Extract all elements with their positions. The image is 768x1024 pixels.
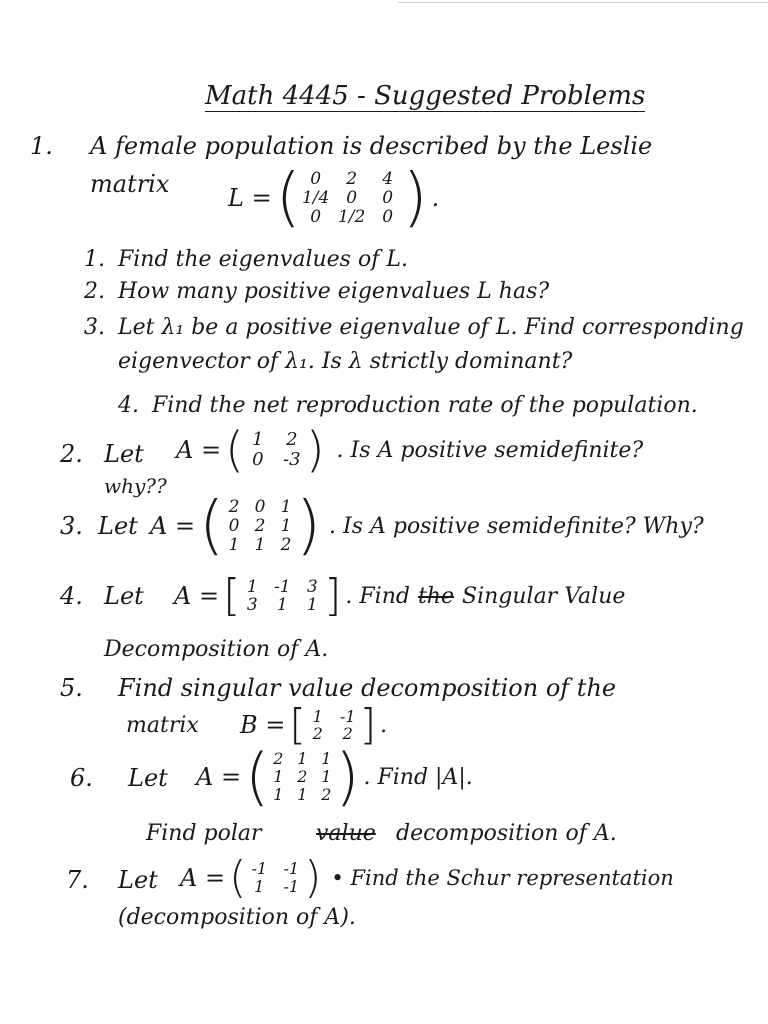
matrix-entry: 0 xyxy=(346,187,358,208)
problem-2-lead: Let xyxy=(104,440,144,468)
leslie-matrix-entries xyxy=(301,170,403,227)
matrix-entry: 2 xyxy=(342,724,353,743)
problem-5-text: Find singular value decomposition of the xyxy=(118,674,617,702)
problem-6-line-2-a: Find polar xyxy=(146,821,262,846)
matrix-entry: 0 xyxy=(252,449,264,470)
problem-6-matrix xyxy=(196,740,473,813)
problem-7-schur: • Find the Schur representation xyxy=(331,866,674,890)
problem-7-matrix-entries xyxy=(246,860,304,896)
problem-5-number: 5. xyxy=(60,674,83,702)
problem-4-line-2: Decomposition of A. xyxy=(104,637,329,662)
problem-6-matrix-entries xyxy=(269,750,335,804)
matrix-entry: -1 xyxy=(273,577,291,597)
problem-4-number: 4. xyxy=(60,582,83,610)
right-paren: ) xyxy=(296,489,322,563)
problem-5-matrix-label: B = xyxy=(240,711,286,739)
problem-7-lead: Let xyxy=(118,866,158,894)
matrix-entry: 1 xyxy=(273,767,284,786)
matrix-entry: 1/4 xyxy=(301,187,330,208)
leslie-matrix-period: . xyxy=(431,184,440,212)
problem-1-part-4-number: 4. xyxy=(118,393,139,418)
matrix-entry: 1 xyxy=(280,515,292,536)
matrix-entry: 0 xyxy=(254,496,266,517)
page-title: Math 4445 - Suggested Problems xyxy=(205,81,646,111)
matrix-entry: 0 xyxy=(382,187,394,208)
problem-7-matrix-label: A = xyxy=(180,864,226,892)
problem-2-question: . Is A positive semidefinite? xyxy=(336,437,644,463)
problem-1-part-2-text: How many positive eigenvalues L has? xyxy=(118,279,550,304)
problem-3-number: 3. xyxy=(60,512,83,540)
problem-4-matrix-label: A = xyxy=(174,582,220,610)
matrix-entry: 1 xyxy=(312,707,323,726)
problem-7-line-2: (decomposition of A). xyxy=(118,905,356,930)
problem-1-part-4-text: Find the net reproduction rate of the population. xyxy=(152,393,698,418)
matrix-entry: 2 xyxy=(273,749,284,768)
matrix-entry: -1 xyxy=(283,859,300,878)
matrix-entry: 1 xyxy=(228,534,240,555)
problem-6-line-2-b: decomposition of A. xyxy=(396,821,617,846)
problem-6-number: 6. xyxy=(70,764,93,792)
problem-1-matrix-word: matrix xyxy=(90,170,170,198)
problem-6-find-det: . Find |A|. xyxy=(363,764,473,790)
problem-1-part-1-text: Find the eigenvalues of L. xyxy=(118,247,408,272)
problem-4-lead: Let xyxy=(104,582,144,610)
matrix-entry: 1 xyxy=(297,785,308,804)
matrix-entry: 2 xyxy=(280,534,292,555)
right-paren: ) xyxy=(335,740,360,813)
problem-1-part-2-number: 2. xyxy=(84,279,105,304)
matrix-entry: 1 xyxy=(252,429,264,450)
matrix-entry: 1 xyxy=(297,749,308,768)
problem-2-matrix xyxy=(176,422,644,478)
matrix-entry: 1 xyxy=(280,496,292,517)
left-paren: ( xyxy=(199,489,225,563)
problem-3-matrix-label: A = xyxy=(150,512,196,540)
matrix-entry: 1 xyxy=(254,534,266,555)
matrix-entry: 0 xyxy=(382,206,394,227)
problem-5-period: . xyxy=(380,712,388,738)
problem-1-text: A female population is described by the Leslie xyxy=(90,132,653,160)
problem-3-matrix xyxy=(150,489,704,563)
problem-1-number: 1. xyxy=(30,132,53,160)
right-paren: ) xyxy=(304,852,322,903)
matrix-entry: 0 xyxy=(228,515,240,536)
matrix-entry: 1 xyxy=(321,749,332,768)
problem-1-part-3-text-line-2: eigenvector of λ₁. Is λ strictly dominant? xyxy=(118,349,573,374)
matrix-entry: 1 xyxy=(273,785,284,804)
matrix-entry: 2 xyxy=(297,767,308,786)
matrix-entry: 0 xyxy=(310,168,322,189)
problem-4-svd: Singular Value xyxy=(462,583,626,609)
leslie-matrix xyxy=(228,161,440,235)
matrix-entry: 1 xyxy=(306,595,318,615)
matrix-entry: 1 xyxy=(321,767,332,786)
problem-2-matrix-entries xyxy=(244,430,306,470)
problem-2-number: 2. xyxy=(60,440,83,468)
problem-6-matrix-label: A = xyxy=(196,763,242,791)
matrix-entry: 2 xyxy=(312,724,323,743)
left-paren: ( xyxy=(229,852,247,903)
right-paren: ) xyxy=(402,161,428,235)
matrix-entry: 2 xyxy=(321,785,332,804)
left-paren: ( xyxy=(225,422,244,478)
problem-5-matrix-entries xyxy=(306,708,360,742)
matrix-entry: 1 xyxy=(254,877,265,896)
problem-4-find: . Find xyxy=(345,583,410,609)
problem-6-struck-word: value xyxy=(316,821,376,846)
matrix-entry: 2 xyxy=(346,168,358,189)
matrix-entry: 1 xyxy=(246,577,258,597)
left-bracket: [ xyxy=(289,700,306,749)
problem-3-question: . Is A positive semidefinite? Why? xyxy=(329,513,704,539)
problem-2-matrix-label: A = xyxy=(176,436,222,464)
left-paren: ( xyxy=(245,740,270,813)
matrix-entry: -1 xyxy=(283,877,300,896)
matrix-entry: 2 xyxy=(228,496,240,517)
matrix-entry: 3 xyxy=(306,577,318,597)
problem-3-matrix-entries xyxy=(224,498,296,555)
matrix-entry: 1 xyxy=(276,595,288,615)
left-bracket: [ xyxy=(223,570,241,621)
leslie-matrix-label: L = xyxy=(228,184,272,212)
problem-2-why: why?? xyxy=(104,474,167,498)
problem-4-matrix xyxy=(174,570,626,621)
matrix-entry: 0 xyxy=(310,206,322,227)
matrix-entry: 4 xyxy=(382,168,394,189)
matrix-entry: 1/2 xyxy=(337,206,366,227)
right-bracket: ] xyxy=(359,700,377,749)
problem-1-part-3-text: Let λ₁ be a positive eigenvalue of L. Find corresponding xyxy=(118,315,744,340)
matrix-entry: -1 xyxy=(339,707,356,726)
right-bracket: ] xyxy=(324,570,342,621)
left-paren: ( xyxy=(275,161,301,235)
matrix-entry: 3 xyxy=(246,595,258,615)
matrix-entry: 2 xyxy=(286,429,298,450)
problem-6-lead: Let xyxy=(128,764,168,792)
problem-1-part-1-number: 1. xyxy=(84,247,105,272)
top-edge-rule xyxy=(398,2,768,3)
problem-4-matrix-entries xyxy=(240,578,324,614)
right-paren: ) xyxy=(305,422,325,478)
matrix-entry: 2 xyxy=(254,515,266,536)
matrix-entry: -1 xyxy=(251,859,268,878)
problem-7-matrix xyxy=(180,852,674,903)
problem-1-part-3-number: 3. xyxy=(84,315,105,340)
problem-4-struck-word: the xyxy=(417,583,454,609)
problem-7-number: 7. xyxy=(66,866,89,894)
problem-3-lead: Let xyxy=(98,512,138,540)
matrix-entry: -3 xyxy=(283,449,301,470)
problem-5-matrix-word: matrix xyxy=(126,713,199,738)
